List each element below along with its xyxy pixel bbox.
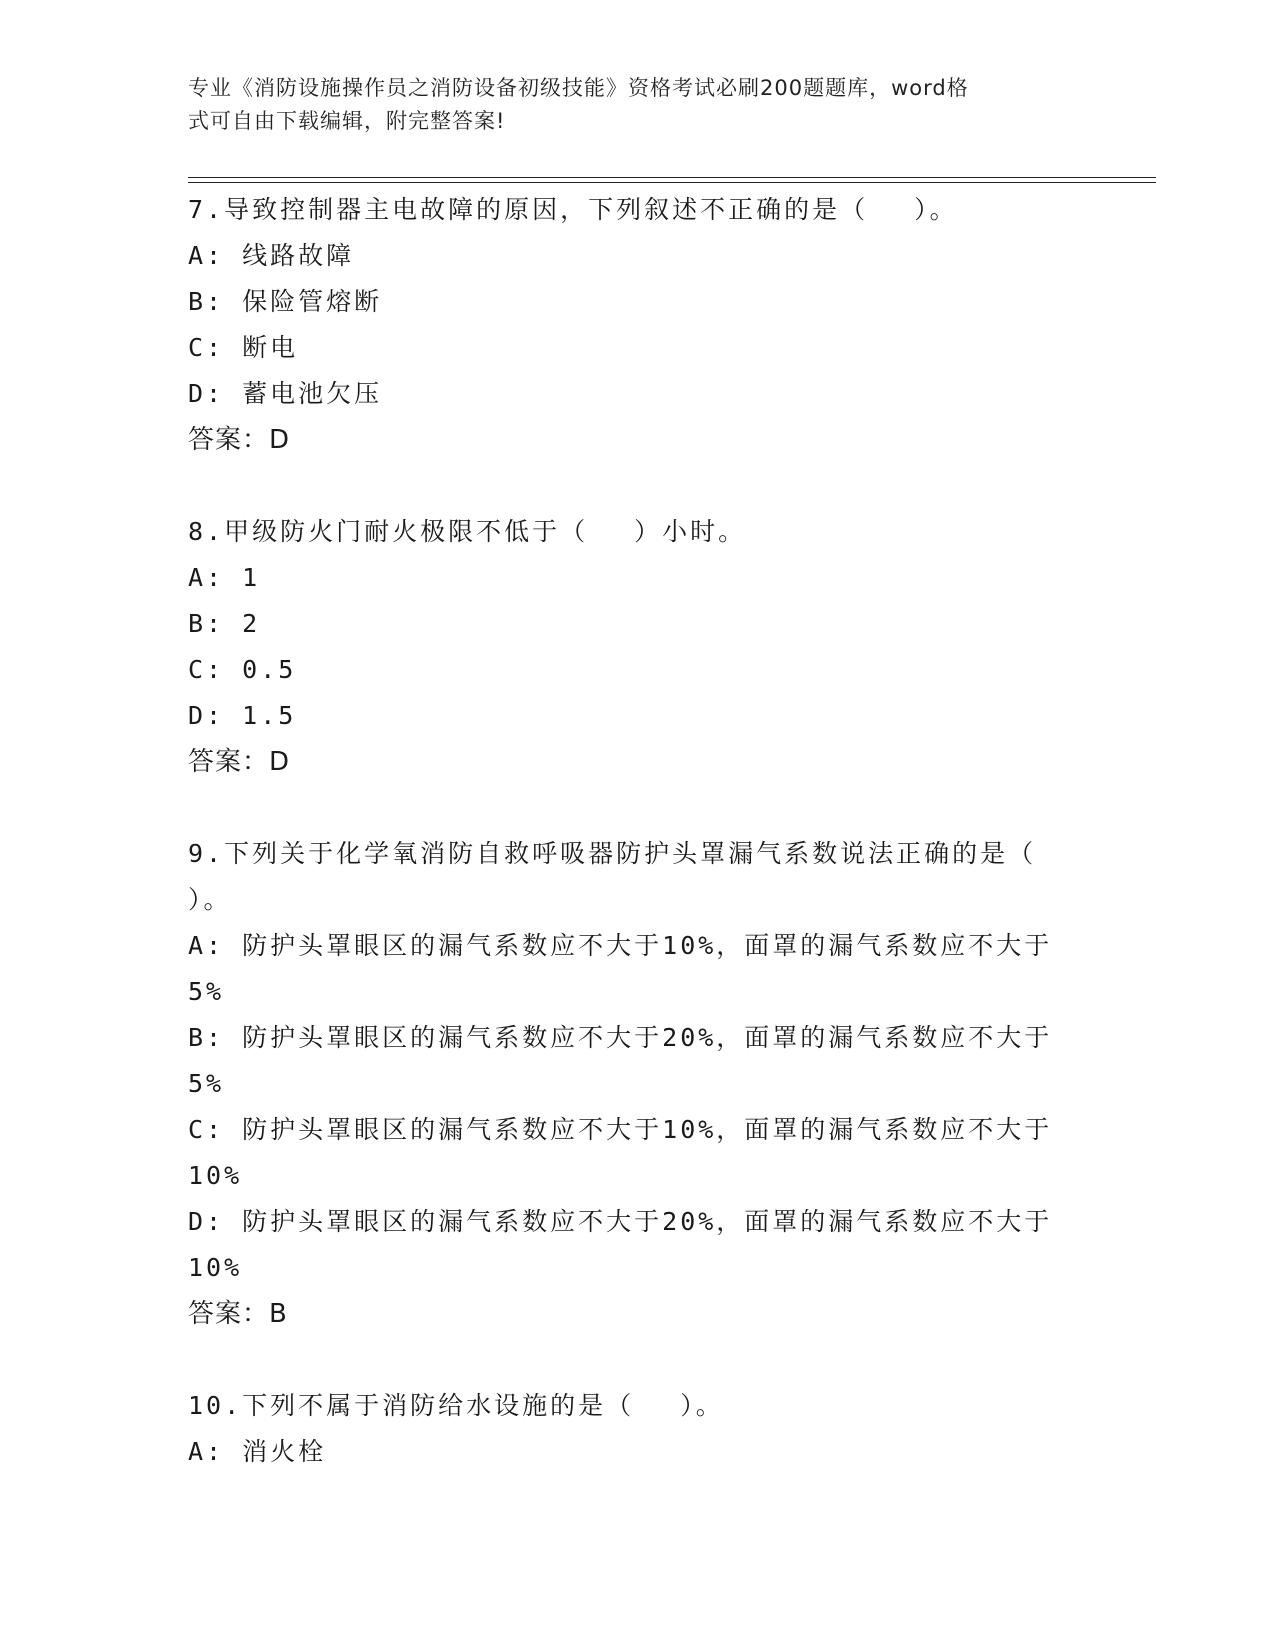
answer: 答案：D (188, 747, 291, 777)
option-a: A: 防护头罩眼区的漏气系数应不大于10%，面罩的漏气系数应不大于 (188, 931, 1053, 960)
option-a: A: 线路故障 (188, 241, 355, 270)
header-line-1: 专业《消防设施操作员之消防设备初级技能》资格考试必刷200题题库，word格 (188, 76, 969, 100)
option-b: B: 2 (188, 609, 261, 638)
option-b: B: 防护头罩眼区的漏气系数应不大于20%，面罩的漏气系数应不大于 (188, 1023, 1053, 1052)
option-d: D: 防护头罩眼区的漏气系数应不大于20%，面罩的漏气系数应不大于 (188, 1207, 1053, 1236)
option-b-continued: 5% (188, 1069, 225, 1098)
option-d: D: 1.5 (188, 701, 297, 730)
question-10 (188, 1383, 1088, 1475)
question-stem: 10.下列不属于消防给水设施的是（ ）。 (188, 1391, 724, 1420)
header-rule-bottom (188, 182, 1156, 183)
question-8 (188, 509, 1088, 785)
option-c: C: 断电 (188, 333, 299, 362)
question-stem: 9.下列关于化学氧消防自救呼吸器防护头罩漏气系数说法正确的是（ (188, 839, 1037, 868)
option-c-continued: 10% (188, 1161, 243, 1190)
option-a: A: 1 (188, 563, 261, 592)
header-rule-top (188, 177, 1156, 178)
header-line-2: 式可自由下载编辑，附完整答案! (188, 109, 506, 133)
option-c: C: 0.5 (188, 655, 297, 684)
question-stem: 7.导致控制器主电故障的原因，下列叙述不正确的是（ ）。 (188, 195, 958, 224)
option-d: D: 蓄电池欠压 (188, 379, 383, 408)
question-9 (188, 831, 1088, 1337)
question-stem: 8.甲级防火门耐火极限不低于（ ）小时。 (188, 517, 747, 546)
option-d-continued: 10% (188, 1253, 243, 1282)
question-list (188, 187, 1088, 1475)
spacer (188, 785, 1088, 831)
answer: 答案：D (188, 425, 291, 455)
spacer (188, 1337, 1088, 1383)
answer: 答案：B (188, 1299, 288, 1329)
option-a: A: 消火栓 (188, 1437, 327, 1466)
question-stem-continued: ）。 (188, 885, 232, 914)
question-7 (188, 187, 1088, 463)
option-a-continued: 5% (188, 977, 225, 1006)
spacer (188, 463, 1088, 509)
document-header (188, 72, 1068, 138)
option-c: C: 防护头罩眼区的漏气系数应不大于10%，面罩的漏气系数应不大于 (188, 1115, 1053, 1144)
option-b: B: 保险管熔断 (188, 287, 383, 316)
